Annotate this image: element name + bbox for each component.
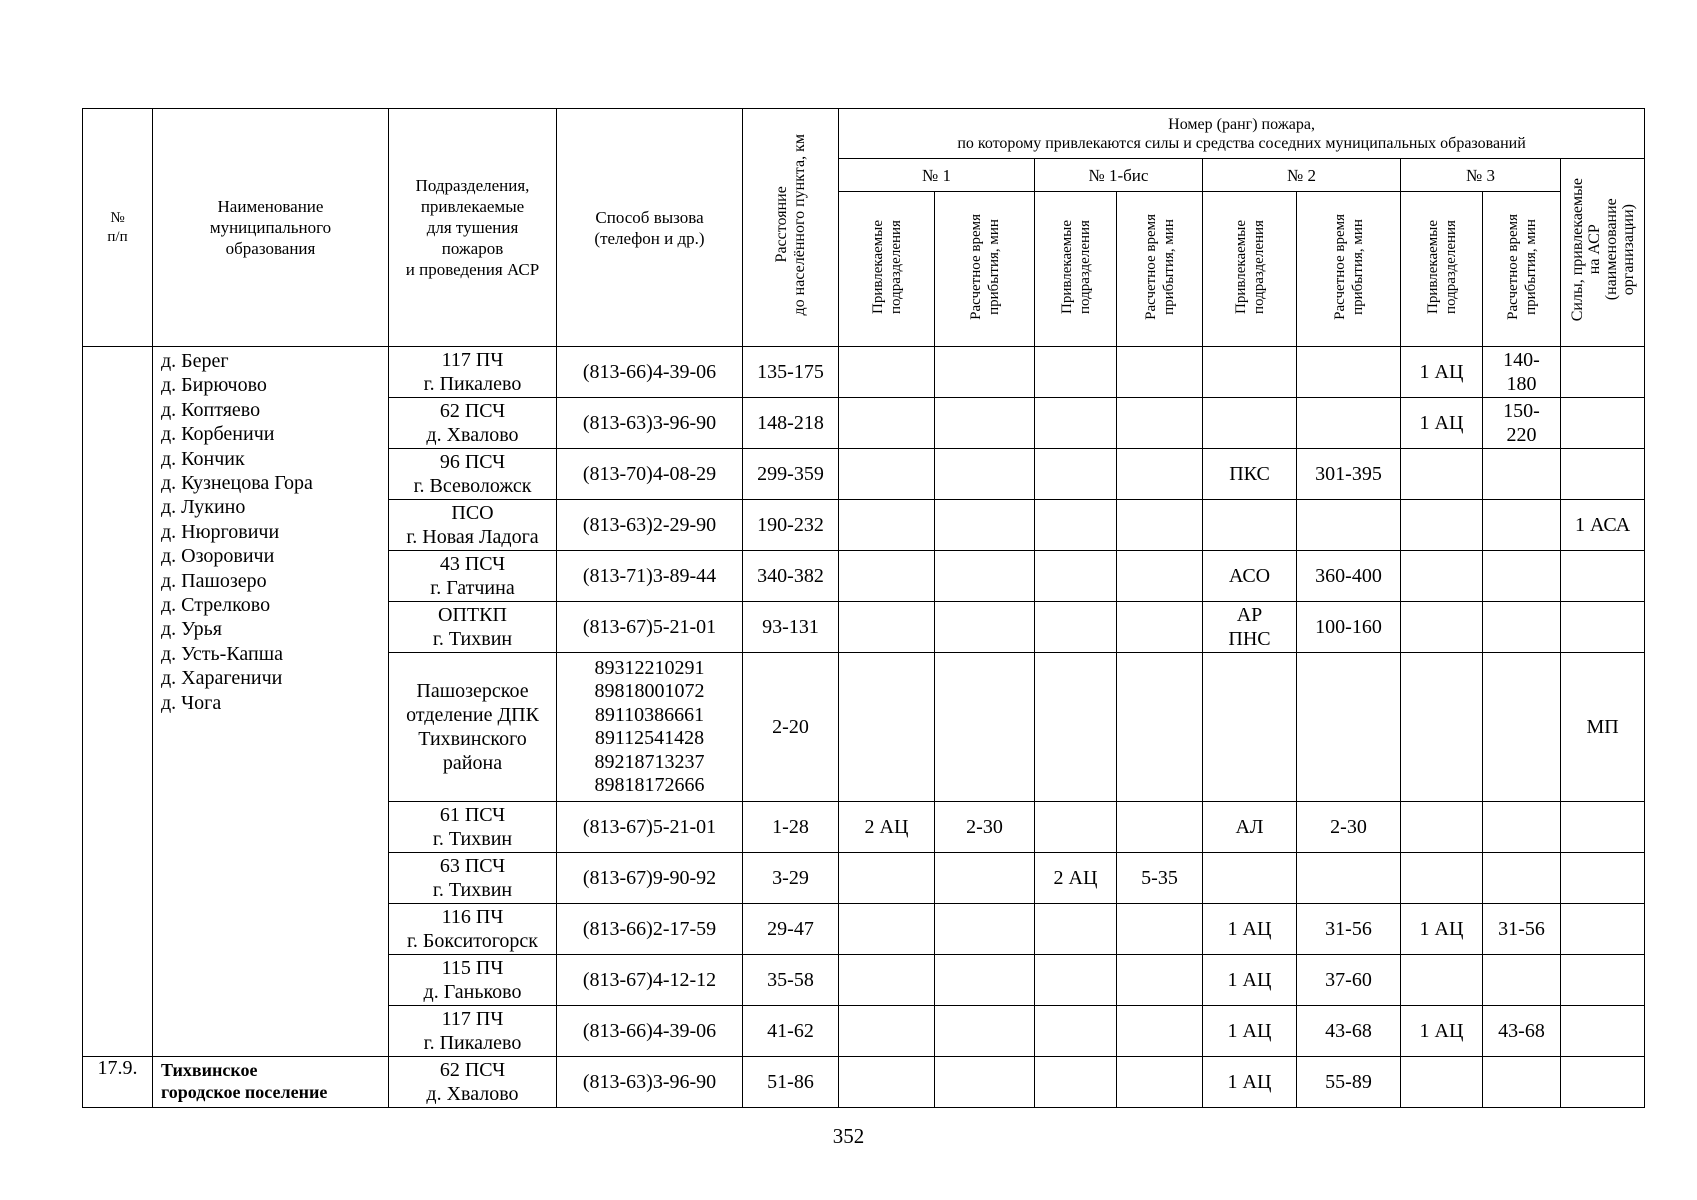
r1bis-eta-cell	[1117, 1006, 1203, 1057]
distance-cell: 190-232	[743, 500, 839, 551]
r2-units-cell	[1203, 500, 1297, 551]
distance-cell: 340-382	[743, 551, 839, 602]
table-row	[83, 347, 1645, 398]
row-number-cell	[83, 347, 153, 1057]
r1bis-units-cell	[1035, 500, 1117, 551]
asr-cell	[1561, 1057, 1645, 1108]
header-r3-eta-cell	[1483, 192, 1561, 347]
asr-cell	[1561, 449, 1645, 500]
r1-units-cell	[839, 653, 935, 802]
distance-cell: 35-58	[743, 955, 839, 1006]
fire-response-table	[82, 108, 1645, 1108]
r2-eta-cell: 100-160	[1297, 602, 1401, 653]
distance-cell: 29-47	[743, 904, 839, 955]
header-units: Подразделения, привлекаемые для тушения пожаров и проведения АСР	[389, 109, 557, 347]
r1bis-eta-cell	[1117, 500, 1203, 551]
r2-eta-cell: 37-60	[1297, 955, 1401, 1006]
header-r2-eta: Расчетное время прибытия, мин	[1331, 213, 1366, 320]
r3-eta-cell	[1483, 449, 1561, 500]
r2-eta-cell: 360-400	[1297, 551, 1401, 602]
unit-cell: 96 ПСЧ г. Всеволожск	[389, 449, 557, 500]
distance-cell: 3-29	[743, 853, 839, 904]
r1bis-units-cell	[1035, 904, 1117, 955]
header-asr: Силы, привлекаемые на АСР (наименование организации)	[1568, 178, 1637, 322]
r1-units-cell	[839, 955, 935, 1006]
r1-eta-cell	[935, 602, 1035, 653]
r1-units-cell: 2 АЦ	[839, 802, 935, 853]
page-number: 352	[832, 1124, 865, 1148]
r2-units-cell: АСО	[1203, 551, 1297, 602]
header-r1b-eta-cell	[1117, 192, 1203, 347]
header-r1b-units-cell	[1035, 192, 1117, 347]
r3-eta-cell: 31-56	[1483, 904, 1561, 955]
unit-cell: 116 ПЧ г. Бокситогорск	[389, 904, 557, 955]
r2-eta-cell: 301-395	[1297, 449, 1401, 500]
header-r1-units-cell	[839, 192, 935, 347]
header-r1-eta: Расчетное время прибытия, мин	[967, 213, 1002, 320]
r1-eta-cell	[935, 449, 1035, 500]
r1-units-cell	[839, 449, 935, 500]
asr-cell	[1561, 602, 1645, 653]
unit-cell: 63 ПСЧ г. Тихвин	[389, 853, 557, 904]
r3-units-cell	[1401, 500, 1483, 551]
phone-cell: (813-67)4-12-12	[557, 955, 743, 1006]
r1bis-units-cell: 2 АЦ	[1035, 853, 1117, 904]
distance-cell: 41-62	[743, 1006, 839, 1057]
asr-cell	[1561, 1006, 1645, 1057]
r3-eta-cell: 140- 180	[1483, 347, 1561, 398]
unit-cell: ОПТКП г. Тихвин	[389, 602, 557, 653]
r1bis-units-cell	[1035, 602, 1117, 653]
municipality-name-cell: Тихвинское городское поселение	[153, 1057, 389, 1108]
r1-eta-cell: 2-30	[935, 802, 1035, 853]
unit-cell: 43 ПСЧ г. Гатчина	[389, 551, 557, 602]
r2-eta-cell	[1297, 500, 1401, 551]
asr-cell	[1561, 802, 1645, 853]
r1-units-cell	[839, 853, 935, 904]
header-r1-eta-cell	[935, 192, 1035, 347]
r2-units-cell: 1 АЦ	[1203, 955, 1297, 1006]
r1-eta-cell	[935, 347, 1035, 398]
distance-cell: 93-131	[743, 602, 839, 653]
header-num: № п/п	[83, 109, 153, 347]
unit-cell: Пашозерское отделение ДПК Тихвинского района	[389, 653, 557, 802]
r3-units-cell: 1 АЦ	[1401, 904, 1483, 955]
header-r3-eta: Расчетное время прибытия, мин	[1504, 213, 1539, 320]
r1-units-cell	[839, 551, 935, 602]
distance-cell: 2-20	[743, 653, 839, 802]
r1-eta-cell	[935, 904, 1035, 955]
r1-units-cell	[839, 602, 935, 653]
r3-eta-cell	[1483, 802, 1561, 853]
header-r2-units: Привлекаемые подразделения	[1232, 219, 1267, 314]
phone-cell: (813-66)4-39-06	[557, 347, 743, 398]
header-r2-eta-cell	[1297, 192, 1401, 347]
header-municipality: Наименование муниципального образования	[153, 109, 389, 347]
r2-eta-cell	[1297, 653, 1401, 802]
r1-units-cell	[839, 398, 935, 449]
r3-eta-cell	[1483, 653, 1561, 802]
r1-eta-cell	[935, 1006, 1035, 1057]
header-rank-3: № 3	[1401, 159, 1561, 192]
header-rank-2: № 2	[1203, 159, 1401, 192]
asr-cell	[1561, 347, 1645, 398]
asr-cell: 1 АСА	[1561, 500, 1645, 551]
unit-cell: ПСО г. Новая Ладога	[389, 500, 557, 551]
unit-cell: 61 ПСЧ г. Тихвин	[389, 802, 557, 853]
r3-eta-cell	[1483, 500, 1561, 551]
header-distance-cell	[743, 109, 839, 347]
r2-eta-cell	[1297, 347, 1401, 398]
r2-units-cell	[1203, 653, 1297, 802]
asr-cell	[1561, 398, 1645, 449]
r1-eta-cell	[935, 853, 1035, 904]
r3-units-cell	[1401, 853, 1483, 904]
r1-units-cell	[839, 904, 935, 955]
r3-units-cell	[1401, 551, 1483, 602]
r1-eta-cell	[935, 955, 1035, 1006]
r2-units-cell: АЛ	[1203, 802, 1297, 853]
r2-units-cell	[1203, 347, 1297, 398]
r3-eta-cell	[1483, 853, 1561, 904]
header-rank-1: № 1	[839, 159, 1035, 192]
header-rank-1bis: № 1-бис	[1035, 159, 1203, 192]
table-row	[83, 1057, 1645, 1108]
r1bis-units-cell	[1035, 551, 1117, 602]
phone-cell: (813-71)3-89-44	[557, 551, 743, 602]
r1bis-eta-cell	[1117, 398, 1203, 449]
asr-cell: МП	[1561, 653, 1645, 802]
r2-units-cell: ПКС	[1203, 449, 1297, 500]
r1-eta-cell	[935, 653, 1035, 802]
r1bis-units-cell	[1035, 398, 1117, 449]
r1-units-cell	[839, 347, 935, 398]
phone-cell: (813-66)2-17-59	[557, 904, 743, 955]
header-asr-cell	[1561, 159, 1645, 347]
r3-eta-cell	[1483, 955, 1561, 1006]
r1bis-eta-cell	[1117, 449, 1203, 500]
r3-units-cell: 1 АЦ	[1401, 1006, 1483, 1057]
r1bis-eta-cell	[1117, 347, 1203, 398]
r2-units-cell	[1203, 398, 1297, 449]
r1bis-eta-cell	[1117, 551, 1203, 602]
r1bis-eta-cell	[1117, 653, 1203, 802]
distance-cell: 1-28	[743, 802, 839, 853]
header-r2-units-cell	[1203, 192, 1297, 347]
r1bis-eta-cell	[1117, 802, 1203, 853]
phone-cell: (813-67)5-21-01	[557, 802, 743, 853]
r3-units-cell: 1 АЦ	[1401, 398, 1483, 449]
r2-eta-cell: 55-89	[1297, 1057, 1401, 1108]
asr-cell	[1561, 955, 1645, 1006]
table-body	[83, 109, 1645, 1108]
r1bis-eta-cell	[1117, 955, 1203, 1006]
r1-eta-cell	[935, 551, 1035, 602]
header-r1b-units: Привлекаемые подразделения	[1058, 219, 1093, 314]
phone-cell: (813-66)4-39-06	[557, 1006, 743, 1057]
header-r3-units-cell	[1401, 192, 1483, 347]
r2-units-cell: 1 АЦ	[1203, 1006, 1297, 1057]
r1bis-eta-cell: 5-35	[1117, 853, 1203, 904]
r1-eta-cell	[935, 1057, 1035, 1108]
header-fire-rank: Номер (ранг) пожара, по которому привлекаются силы и средства соседних муниципальных образований	[839, 109, 1645, 159]
unit-cell: 117 ПЧ г. Пикалево	[389, 1006, 557, 1057]
r2-units-cell: 1 АЦ	[1203, 904, 1297, 955]
r3-units-cell	[1401, 802, 1483, 853]
r3-units-cell	[1401, 449, 1483, 500]
r1-units-cell	[839, 1006, 935, 1057]
r2-units-cell	[1203, 853, 1297, 904]
header-r1b-eta: Расчетное время прибытия, мин	[1142, 213, 1177, 320]
r2-units-cell: АР ПНС	[1203, 602, 1297, 653]
r1-eta-cell	[935, 500, 1035, 551]
distance-cell: 135-175	[743, 347, 839, 398]
r3-eta-cell: 150- 220	[1483, 398, 1561, 449]
header-row-1	[83, 109, 1645, 159]
r2-units-cell: 1 АЦ	[1203, 1057, 1297, 1108]
r3-units-cell	[1401, 602, 1483, 653]
phone-cell: (813-70)4-08-29	[557, 449, 743, 500]
r1-eta-cell	[935, 398, 1035, 449]
distance-cell: 148-218	[743, 398, 839, 449]
distance-cell: 51-86	[743, 1057, 839, 1108]
r1-units-cell	[839, 1057, 935, 1108]
r1bis-units-cell	[1035, 802, 1117, 853]
asr-cell	[1561, 853, 1645, 904]
r2-eta-cell: 31-56	[1297, 904, 1401, 955]
r1bis-eta-cell	[1117, 1057, 1203, 1108]
settlement-list: д. Берег д. Бирючово д. Коптяево д. Корбеничи д. Кончик д. Кузнецова Гора д. Лукино д. Нюрговичи д. Озоровичи д. Пашозеро д. Стрелково д. Урья д. Усть-Капша д. Харагеничи д. Чога	[153, 347, 389, 1057]
r3-units-cell	[1401, 955, 1483, 1006]
r1bis-units-cell	[1035, 1006, 1117, 1057]
r1bis-units-cell	[1035, 955, 1117, 1006]
unit-cell: 117 ПЧ г. Пикалево	[389, 347, 557, 398]
distance-cell: 299-359	[743, 449, 839, 500]
r2-eta-cell	[1297, 853, 1401, 904]
header-distance: Расстояние до населённого пункта, км	[772, 134, 808, 316]
phone-cell: 89312210291 89818001072 89110386661 89112541428 89218713237 89818172666	[557, 653, 743, 802]
r1bis-units-cell	[1035, 449, 1117, 500]
r1-units-cell	[839, 500, 935, 551]
header-call-method: Способ вызова (телефон и др.)	[557, 109, 743, 347]
asr-cell	[1561, 551, 1645, 602]
r3-eta-cell: 43-68	[1483, 1006, 1561, 1057]
r1bis-units-cell	[1035, 1057, 1117, 1108]
r2-eta-cell	[1297, 398, 1401, 449]
header-r1-units: Привлекаемые подразделения	[869, 219, 904, 314]
r1bis-units-cell	[1035, 653, 1117, 802]
r3-units-cell: 1 АЦ	[1401, 347, 1483, 398]
r1bis-eta-cell	[1117, 602, 1203, 653]
phone-cell: (813-63)3-96-90	[557, 398, 743, 449]
phone-cell: (813-63)2-29-90	[557, 500, 743, 551]
r2-eta-cell: 2-30	[1297, 802, 1401, 853]
unit-cell: 115 ПЧ д. Ганьково	[389, 955, 557, 1006]
unit-cell: 62 ПСЧ д. Хвалово	[389, 1057, 557, 1108]
header-r3-units: Привлекаемые подразделения	[1424, 219, 1459, 314]
r2-eta-cell: 43-68	[1297, 1006, 1401, 1057]
r3-units-cell	[1401, 1057, 1483, 1108]
r3-eta-cell	[1483, 551, 1561, 602]
r1bis-eta-cell	[1117, 904, 1203, 955]
row-number-cell: 17.9.	[83, 1057, 153, 1108]
phone-cell: (813-67)5-21-01	[557, 602, 743, 653]
r1bis-units-cell	[1035, 347, 1117, 398]
r3-eta-cell	[1483, 602, 1561, 653]
phone-cell: (813-67)9-90-92	[557, 853, 743, 904]
r3-eta-cell	[1483, 1057, 1561, 1108]
unit-cell: 62 ПСЧ д. Хвалово	[389, 398, 557, 449]
r3-units-cell	[1401, 653, 1483, 802]
asr-cell	[1561, 904, 1645, 955]
phone-cell: (813-63)3-96-90	[557, 1057, 743, 1108]
